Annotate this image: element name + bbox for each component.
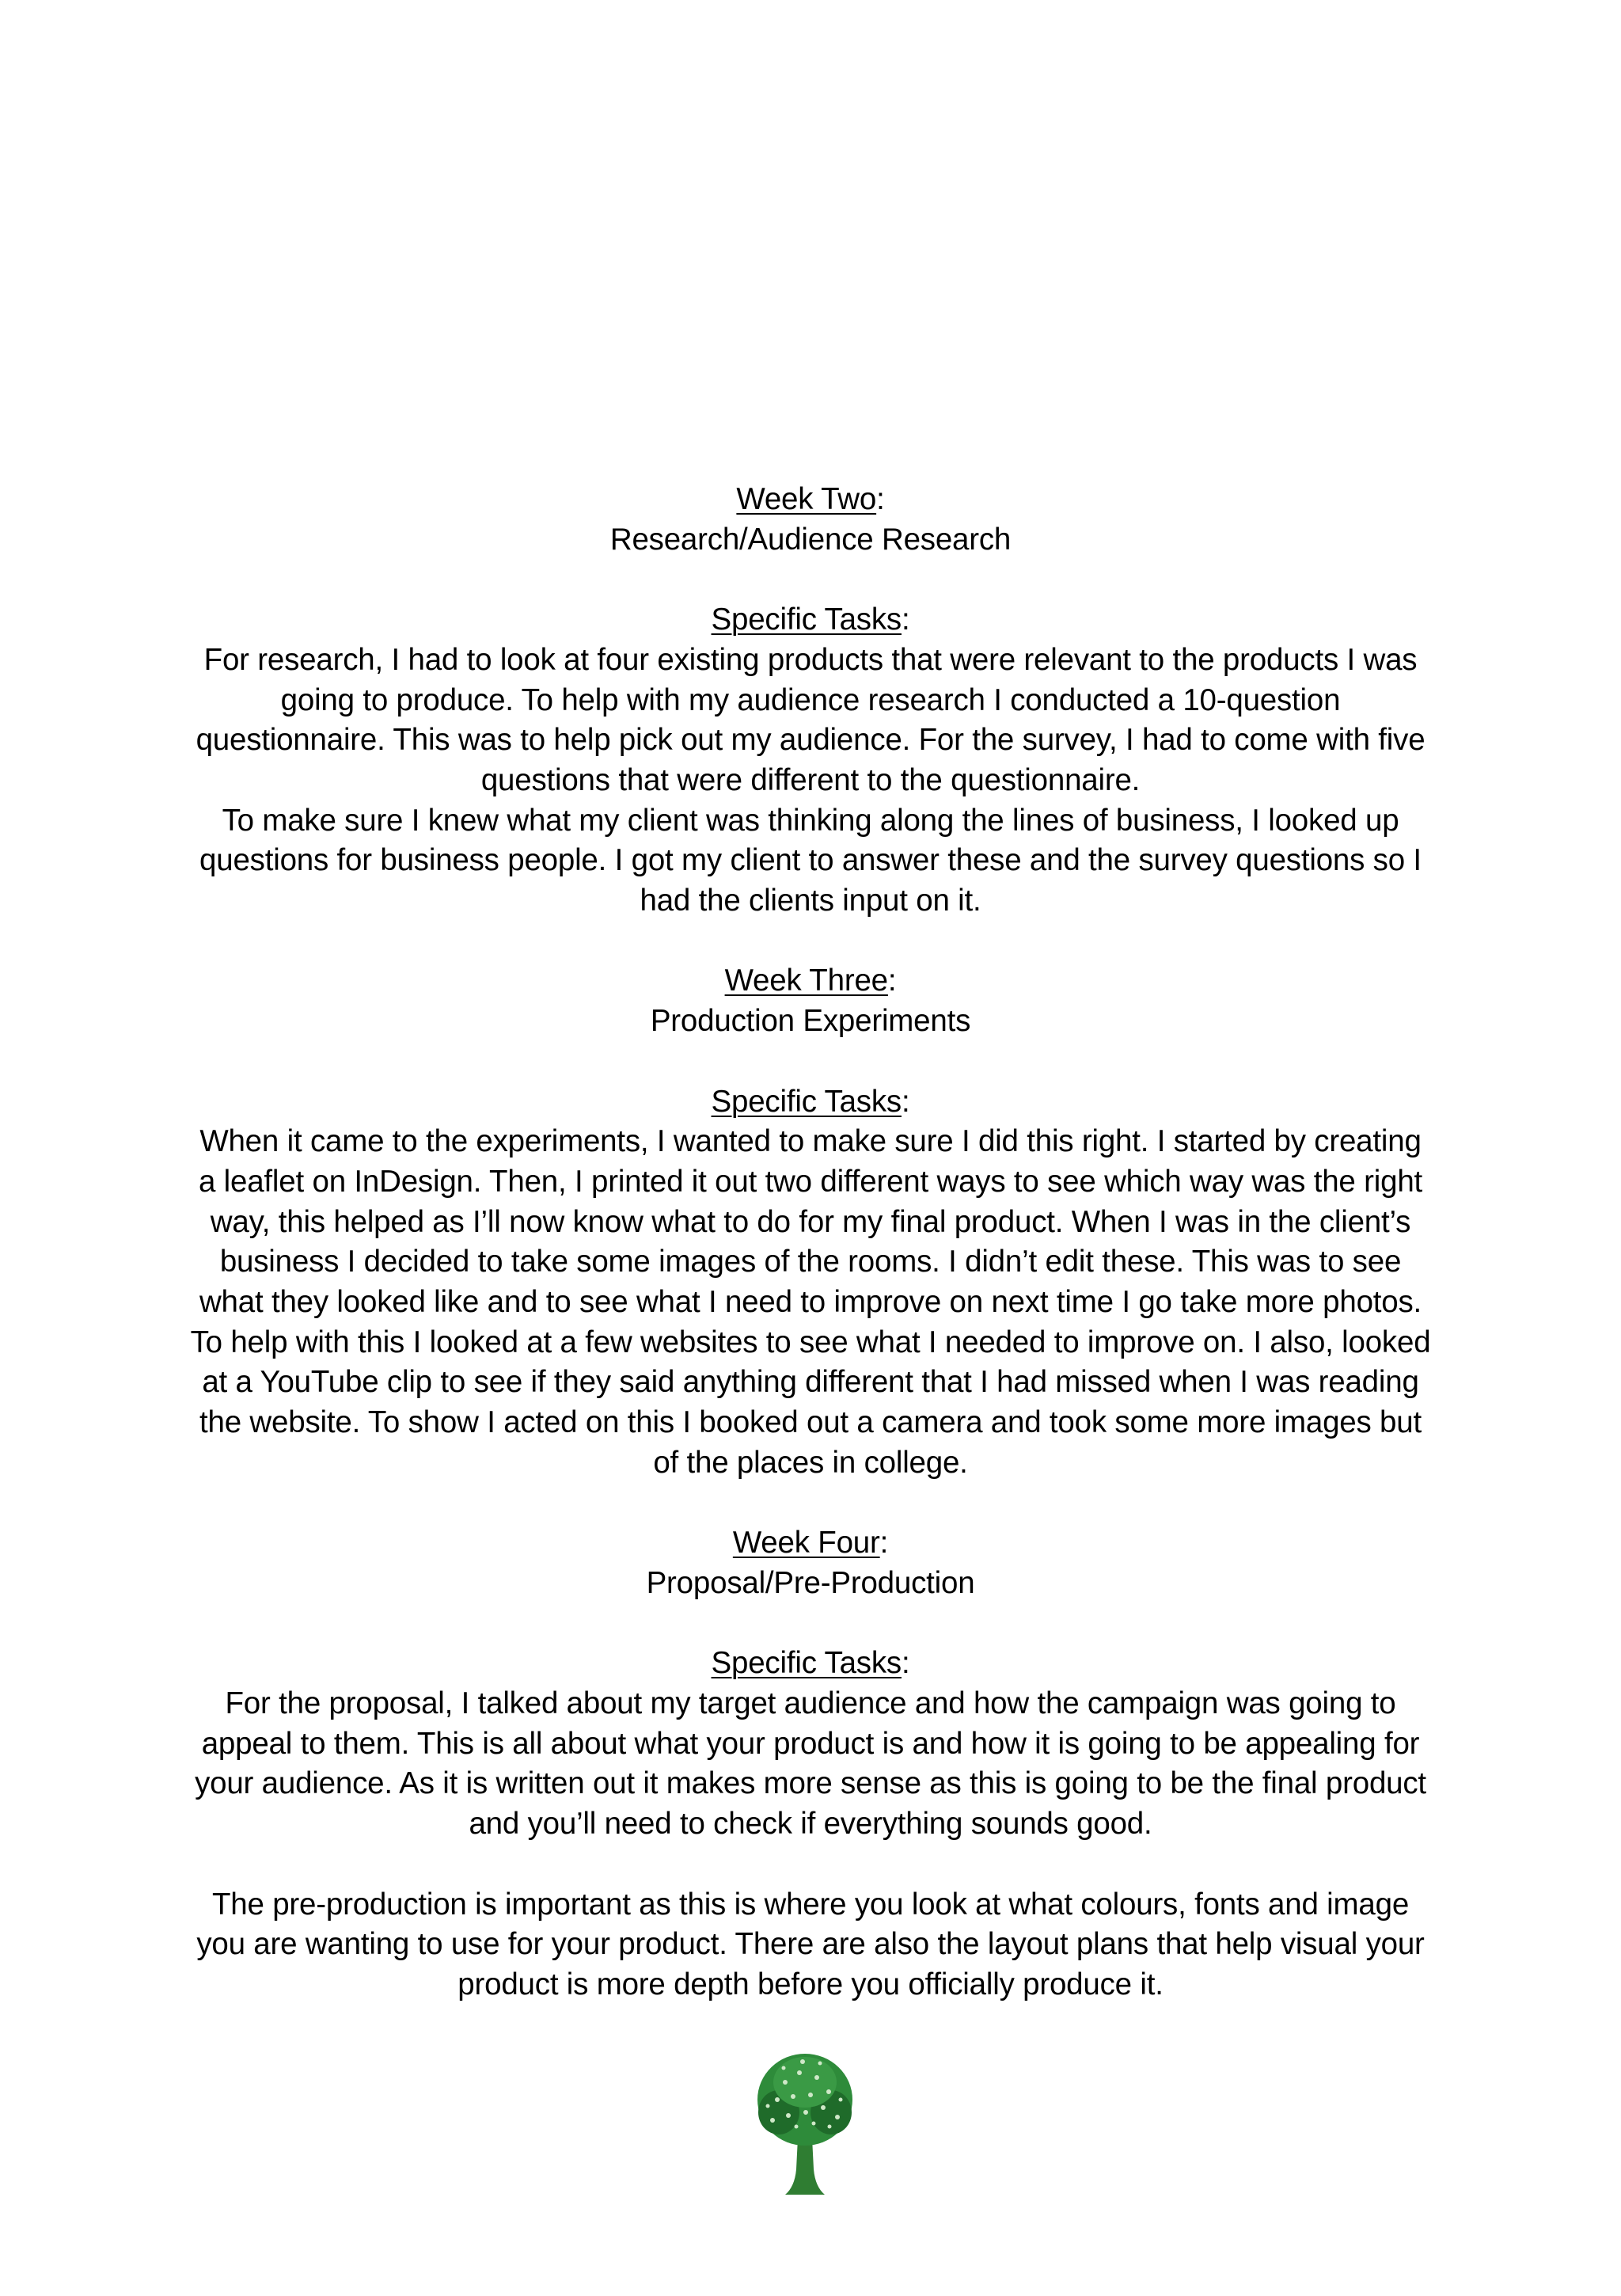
week-heading: Week Four [732,1526,880,1560]
paragraph: The pre-production is important as this is where you look at what colours, fonts and image you are wanting to use for your product. There are also the layout plans that help visual your product is more depth before you officially produce it. [196,1887,1425,2001]
tasks-heading: Specific Tasks [711,1646,902,1681]
document-body [190,480,1431,2005]
tasks-heading: Specific Tasks [711,603,902,637]
paragraph: When it came to the experiments, I wanted to make sure I did this right. I started by creating a leaflet on InDesign. Then, I printed it out two different ways to see which way was the right way, this helped as I’ll now know what to do for my final product. When I was in the client’s business I decided to take some images of the rooms. I didn’t edit these. This was to see what they looked like and to see what I need to improve on next time I go take more photos. To help with this I looked at a few websites to see what I needed to improve on. I also, looked at a YouTube clip to see if they said anything different that I had missed when I was reading the website. To show I acted on this I booked out a camera and took some more images but of the places in college. [190,1124,1431,1480]
section-title: Proposal/Pre-Production [646,1565,975,1600]
section-week-two: Week Two: Research/Audience Research Specific Tasks: For research, I had to look at four existing products that were relevant to the products I was going to produce. To help with my audience research I conducted a 10-question questionnaire. This was to help pick out my audience. For the survey, I had to come with five questions that were different to the questionnaire. To make sure I knew what my client was thinking along the lines of business, I looked up questions for business people. I got my client to answer these and the survey questions so I had the clients input on it. [190,480,1431,922]
section-week-four: Week Four: Proposal/Pre-Production Specific Tasks: For the proposal, I talked about my target audience and how the campaign was going to appeal to them. This is all about what your product is and how it is going to be appealing for your audience. As it is written out it makes more sense as this is going to be the final product and you’ll need to check if everything sounds good. The pre-production is important as this is where you look at what colours, fonts and image you are wanting to use for your product. There are also the layout plans that help visual your product is more depth before you officially produce it. [190,1523,1431,2005]
section-title: Production Experiments [650,1004,971,1039]
paragraph: To make sure I knew what my client was thinking along the lines of business, I looked up questions for business people. I got my client to answer these and the survey questions so I had the clients input on it. [199,803,1422,918]
section-title: Research/Audience Research [609,522,1012,557]
tasks-heading: Specific Tasks [711,1084,902,1119]
week-heading: Week Three [724,964,888,998]
section-week-three: Week Three: Production Experiments Specific Tasks: When it came to the experiments, I wanted to make sure I did this right. I started by creating a leaflet on InDesign. Then, I printed it out two different ways to see which way was the right way, this helped as I’ll now know what to do for my final product. When I was in the client’s business I decided to take some images of the rooms. I didn’t edit these. This was to see what they looked like and to see what I need to improve on next time I go take more photos. To help with this I looked at a few websites to see what I needed to improve on. I also, looked at a YouTube clip to see if they said anything different that I had missed when I was reading the website. To show I acted on this I booked out a camera and took some more images but of the places in college. [190,961,1431,1483]
paragraph: For the proposal, I talked about my target audience and how the campaign was going to appeal to them. This is all about what your product is and how it is going to be appealing for your audience. As it is written out it makes more sense as this is going to be the final product and you’ll need to check if everything sounds good. [195,1686,1426,1842]
week-heading: Week Two [736,482,877,516]
tree-icon [754,2051,856,2201]
paragraph: For research, I had to look at four existing products that were relevant to the products I was going to produce. To help with my audience research I conducted a 10-question questionnaire. This was to help pick out my audience. For the survey, I had to come with five questions that were different to the questionnaire. [196,642,1425,797]
